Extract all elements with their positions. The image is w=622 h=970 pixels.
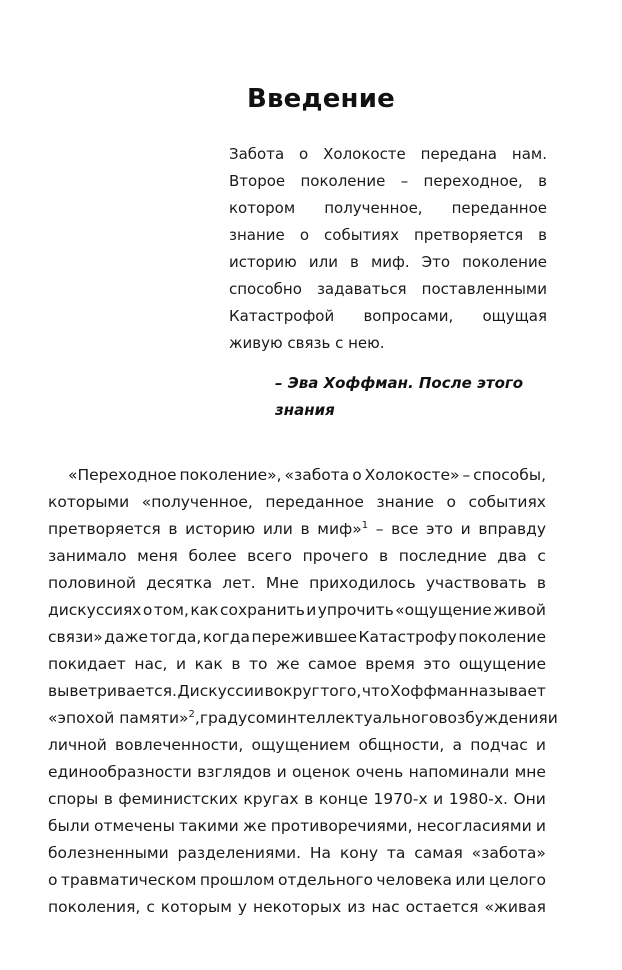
body-line [48, 705, 558, 732]
word: и [175, 655, 187, 673]
word: единообразности [48, 763, 192, 781]
word: поставленными [421, 280, 547, 298]
word: нам. [511, 145, 547, 163]
body-word: все [391, 520, 419, 538]
word: и [306, 601, 317, 619]
word: же [242, 817, 267, 835]
word: претворяется [414, 226, 524, 244]
epigraph-attribution [275, 370, 523, 424]
word: очень [355, 763, 404, 781]
word: Забота [229, 145, 285, 163]
word: которыми [48, 493, 130, 511]
word: феминистских [118, 790, 238, 808]
word: человека [376, 871, 453, 889]
word: и [535, 736, 546, 754]
word: полученное, [324, 199, 423, 217]
word: вопросами, [363, 307, 454, 325]
word: событиях [324, 226, 399, 244]
word: о [299, 226, 309, 244]
body-word: миф»$^1$ [317, 520, 369, 538]
epigraph [229, 141, 547, 357]
epigraph-line: живую связь с нею. [229, 334, 385, 352]
word: самая [414, 844, 463, 862]
word: и [535, 817, 546, 835]
word: в [378, 547, 389, 565]
word: что [361, 682, 390, 700]
word: кону [339, 844, 379, 862]
word: Это [421, 253, 451, 271]
word: историю [229, 253, 297, 271]
word: Хоффман [390, 682, 469, 700]
word: «забота [284, 466, 350, 484]
word: лет. [222, 574, 256, 592]
word: мне [514, 763, 546, 781]
body-line [48, 759, 546, 786]
word: поколение [300, 172, 386, 190]
epigraph-line [229, 276, 547, 303]
word: сохранить [219, 601, 305, 619]
body-word: это [426, 520, 454, 538]
word: переходное, [423, 172, 523, 190]
word: оценок [291, 763, 351, 781]
word: о [142, 601, 153, 619]
word: поколение [458, 628, 546, 646]
word: передана [420, 145, 498, 163]
body-word: и [547, 709, 558, 727]
word: меня [137, 547, 178, 565]
word: разделениями. [177, 844, 302, 862]
word: 1970-х [373, 790, 428, 808]
word: о [446, 493, 457, 511]
word: травматическом [60, 871, 197, 889]
word: о [352, 466, 362, 484]
word: или [308, 253, 338, 271]
word: Они [513, 790, 546, 808]
word: в [231, 655, 241, 673]
word: же [276, 655, 300, 673]
word: поколение», [179, 466, 282, 484]
body-word: вправду [478, 520, 546, 538]
word: отдельного [277, 871, 374, 889]
word: в [103, 790, 113, 808]
word: котором [229, 199, 296, 217]
word: из [347, 898, 366, 916]
word: целого [488, 871, 546, 889]
word: способы, [473, 466, 546, 484]
chapter-title: Введение [247, 84, 395, 114]
body-line [48, 570, 546, 597]
word: всего [247, 547, 292, 565]
word: как [194, 655, 223, 673]
body-word: «эпохой памяти»$^2$, [48, 709, 200, 727]
word: половиной [48, 574, 136, 592]
word: вовлеченности, [115, 736, 244, 754]
word: том, [153, 601, 189, 619]
word: отмечены [94, 817, 175, 835]
word: с [146, 898, 155, 916]
word: о [48, 871, 58, 889]
word: болезненными [48, 844, 169, 862]
word: 1980-х. [448, 790, 508, 808]
body-line [48, 813, 546, 840]
footnote-marker[interactable]: 1 [361, 520, 369, 531]
word: дискуссиях [48, 601, 142, 619]
epigraph-line [229, 249, 547, 276]
word: кругах [243, 790, 299, 808]
epigraph-line [229, 303, 547, 330]
word: как [190, 601, 219, 619]
word: тогда, [149, 628, 202, 646]
word: называет [468, 682, 546, 700]
word: «живая [484, 898, 546, 916]
body-line [48, 678, 546, 705]
word: Холокосте» [364, 466, 460, 484]
word: некоторых [252, 898, 342, 916]
word: знание [229, 226, 285, 244]
body-line [48, 624, 546, 651]
body-line [48, 732, 546, 759]
word: прошлом [199, 871, 275, 889]
word: «Переходное [68, 466, 177, 484]
word: общности, [358, 736, 445, 754]
word: та [386, 844, 406, 862]
word: Катастрофой [229, 307, 335, 325]
word: Второе [229, 172, 286, 190]
word: с [537, 547, 546, 565]
word: остается [405, 898, 479, 916]
word: это [423, 655, 451, 673]
word: упрочить [317, 601, 394, 619]
word: в [536, 574, 546, 592]
word: прочего [302, 547, 369, 565]
word: даже [104, 628, 148, 646]
word: в [350, 253, 359, 271]
word: знание [376, 493, 435, 511]
word: «полученное, [141, 493, 253, 511]
word: Дискуссии [177, 682, 264, 700]
body-word: или [262, 520, 293, 538]
word: то [248, 655, 268, 673]
word: а [452, 736, 462, 754]
body-line [48, 840, 546, 867]
word: время [365, 655, 415, 673]
word: живой [493, 601, 546, 619]
word: более [188, 547, 237, 565]
body-text [48, 462, 558, 921]
epigraph-line [229, 141, 547, 168]
word: споры [48, 790, 99, 808]
word: пережившее [251, 628, 358, 646]
word: поколение [462, 253, 547, 271]
word: переданное [451, 199, 547, 217]
word: миф. [370, 253, 410, 271]
word: и [433, 790, 444, 808]
word: у [237, 898, 248, 916]
footnote-marker[interactable]: 2 [188, 709, 195, 720]
word: – [462, 466, 471, 484]
word: последние [398, 547, 487, 565]
body-line [48, 786, 546, 813]
body-line [48, 543, 546, 570]
word: ощущение [458, 655, 546, 673]
word: подчас [470, 736, 528, 754]
word: два [497, 547, 527, 565]
word: связи» [48, 628, 103, 646]
word: переданное [265, 493, 364, 511]
word: которым [160, 898, 232, 916]
word: участвовать [425, 574, 527, 592]
body-word: возбуждения [438, 709, 548, 727]
word: Мне [265, 574, 299, 592]
word: ощущая [482, 307, 547, 325]
body-word: и [460, 520, 471, 538]
body-line [48, 489, 546, 516]
word: личной [48, 736, 107, 754]
word: способно [229, 280, 302, 298]
body-word: в [300, 520, 310, 538]
word: самое [308, 655, 357, 673]
word: «ощущение [395, 601, 492, 619]
word: поколения, [48, 898, 141, 916]
body-line [48, 597, 546, 624]
word: вокруг [264, 682, 320, 700]
word: напоминали [408, 763, 510, 781]
word: – [400, 172, 409, 190]
word: На [309, 844, 332, 862]
word: о [299, 145, 309, 163]
body-line [48, 867, 546, 894]
body-word: претворяется [48, 520, 161, 538]
body-word: в [168, 520, 178, 538]
word: в [538, 226, 547, 244]
word: несогласиями [416, 817, 532, 835]
word: были [48, 817, 90, 835]
word: и [276, 763, 287, 781]
word: задаваться [316, 280, 407, 298]
body-line [48, 462, 546, 489]
body-line [48, 516, 546, 543]
word: нас [371, 898, 400, 916]
body-word: интеллектуального [276, 709, 439, 727]
word: приходилось [309, 574, 416, 592]
word: в [304, 790, 314, 808]
word: нас, [134, 655, 168, 673]
attribution-line: знания [275, 401, 335, 419]
word: такими [179, 817, 239, 835]
word: когда [202, 628, 251, 646]
epigraph-line [229, 222, 547, 249]
word: Катастрофу [358, 628, 457, 646]
word: занимало [48, 547, 127, 565]
body-word: – [375, 520, 384, 538]
word: того, [320, 682, 362, 700]
word: или [455, 871, 486, 889]
word: ощущением [251, 736, 351, 754]
word: Холокосте [323, 145, 406, 163]
body-word: историю [185, 520, 256, 538]
epigraph-line [229, 168, 547, 195]
word: противоречиями, [270, 817, 413, 835]
epigraph-line [229, 195, 547, 222]
word: конце [318, 790, 368, 808]
word: в [538, 172, 547, 190]
word: выветривается. [48, 682, 177, 700]
attribution-line: – Эва Хоффман. После этого [275, 374, 524, 392]
word: десятка [146, 574, 213, 592]
word: событиях [468, 493, 546, 511]
word: взглядов [197, 763, 272, 781]
body-line [48, 894, 546, 921]
body-word: градусом [199, 709, 277, 727]
word: покидает [48, 655, 126, 673]
body-line [48, 651, 546, 678]
word: «забота» [471, 844, 546, 862]
